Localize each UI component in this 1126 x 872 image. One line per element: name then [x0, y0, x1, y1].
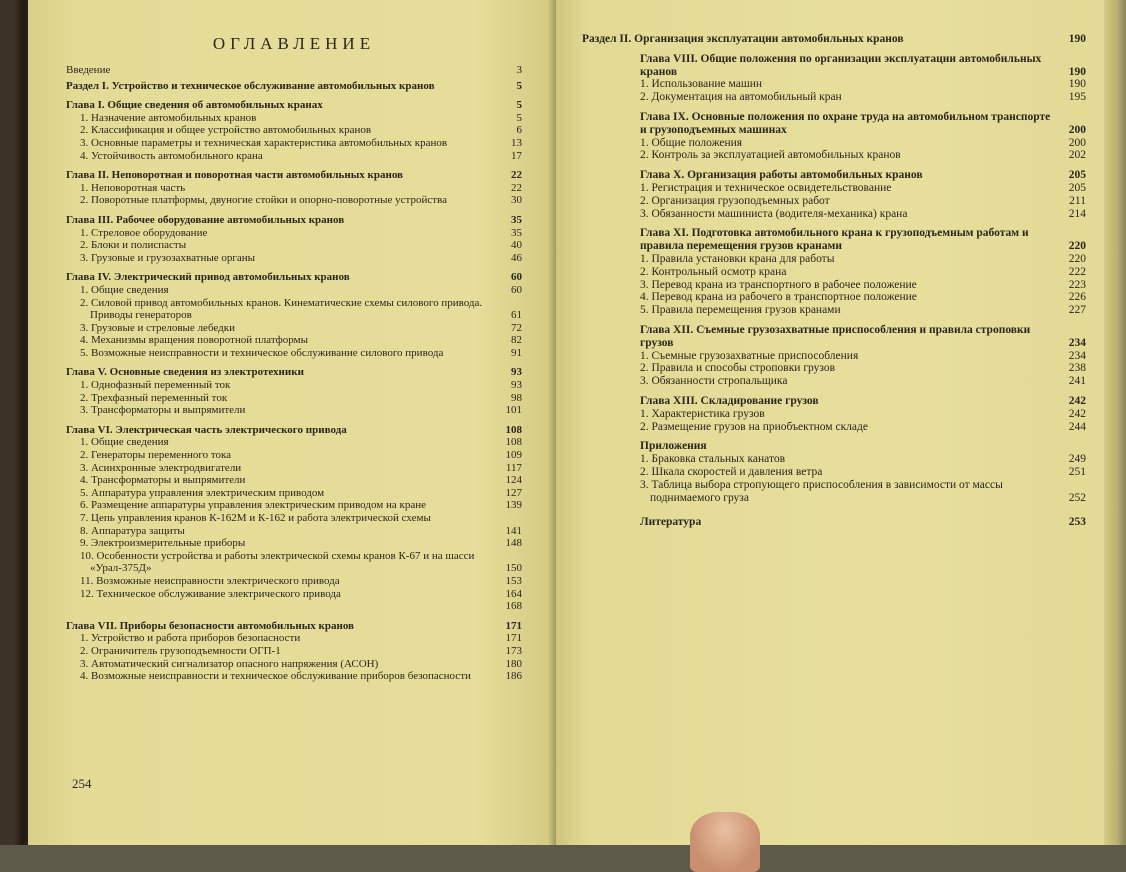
toc-item [582, 350, 1086, 363]
toc-page-number: 5 [516, 99, 522, 112]
toc-entry-text: 7. Цепь управления кранов К-162М и К-162 и работа электрической схемы [80, 512, 431, 524]
toc-page-number: 93 [511, 366, 522, 379]
toc-item [66, 297, 522, 322]
toc-item [66, 227, 522, 240]
toc-page-number: 108 [505, 436, 522, 449]
toc-chapter [582, 324, 1086, 350]
toc-entry-text: 2. Документация на автомобильный кран [640, 91, 842, 104]
toc-chapter [66, 99, 522, 112]
toc-entry-text: 1. Назначение автомобильных кранов [80, 111, 257, 124]
page-edge [1104, 0, 1126, 845]
toc-entry-text: 3. Грузовые и грузозахватные органы [80, 251, 256, 264]
toc-entry-text: 2. Ограничитель грузоподъемности ОГП-1 [80, 644, 281, 657]
toc-section [582, 33, 1086, 46]
toc-entry-text: 5. Правила перемещения грузов кранами [640, 304, 841, 317]
toc-page-number: 13 [511, 136, 522, 149]
toc-page-number: 22 [511, 181, 522, 194]
toc-item [66, 322, 522, 335]
toc-item [66, 284, 522, 297]
toc-entry-text: 2. Блоки и полиспасты [80, 239, 187, 252]
thumb [690, 812, 760, 872]
toc-entry-text: Глава V. Основные сведения из электротехники [66, 366, 304, 379]
toc-item [582, 466, 1086, 479]
toc-entry-text: Глава VIII. Общие положения по организации эксплуатации автомобильных кранов [640, 52, 1042, 78]
toc-entry-text: Глава VII. Приборы безопасности автомобильных кранов [66, 619, 354, 632]
toc-page-number: 82 [511, 334, 522, 347]
toc-entry-text: 2. Поворотные платформы, двуногие стойки и опорно-поворотные устройства [80, 194, 447, 207]
toc-entry-text: Раздел II. Организация эксплуатации автомобильных кранов [582, 33, 904, 45]
toc-entry-text: 3. Основные параметры и техническая характеристика автомобильных кранов [80, 136, 448, 149]
toc-entry-text: 4. Перевод крана из рабочего в транспортное положение [640, 291, 917, 304]
toc-page-number: 6 [516, 124, 522, 137]
toc-entry-text: 1. Браковка стальных канатов [640, 453, 786, 466]
toc-item [582, 266, 1086, 279]
toc-chapter [582, 111, 1086, 137]
toc-page-number: 171 [505, 619, 522, 632]
toc-item [66, 462, 522, 475]
toc-item [66, 658, 522, 671]
toc-entry-text: 2. Генераторы переменного тока [80, 449, 232, 462]
toc-item [66, 588, 522, 601]
toc-page-number: 91 [511, 346, 522, 359]
toc-item [66, 537, 522, 550]
toc-entry-text: Глава IV. Электрический привод автомобильных кранов [66, 271, 350, 284]
toc-item [66, 137, 522, 150]
toc-page-number: 238 [1068, 362, 1086, 375]
toc-entry-text: 3. Обязанности стропальщика [640, 375, 788, 388]
toc-chapter [582, 227, 1086, 253]
toc-page-number: 72 [511, 321, 522, 334]
toc-entry-text: 2. Контроль за эксплуатацией автомобильных кранов [640, 149, 901, 162]
toc-item [66, 334, 522, 347]
toc-page-number: 40 [511, 239, 522, 252]
toc-page-number: 117 [505, 461, 522, 474]
toc-chapter [66, 169, 522, 182]
toc-entry-text: Введение [66, 64, 111, 76]
toc-chapter [66, 424, 522, 437]
toc-page-number: 5 [516, 79, 522, 92]
toc-entry-text: 1. Съемные грузозахватные приспособления [640, 349, 859, 362]
toc-item [66, 487, 522, 500]
toc-item [66, 449, 522, 462]
toc-entry-text: 1. Устройство и работа приборов безопасности [80, 632, 301, 645]
toc-item [582, 253, 1086, 266]
toc-item [582, 408, 1086, 421]
toc-item [582, 78, 1086, 91]
toc-page-number: 148 [505, 537, 522, 550]
toc-entry-text: Глава VI. Электрическая часть электрического привода [66, 423, 347, 436]
toc-item [66, 632, 522, 645]
right-toc [582, 33, 1086, 529]
toc-page-number: 234 [1068, 349, 1086, 362]
toc-entry-text: 8. Аппаратура защиты [80, 524, 185, 537]
toc-page-number: 46 [511, 251, 522, 264]
toc-item [582, 182, 1086, 195]
toc-entry-text: Литература [640, 516, 702, 529]
toc-entry-text: 1. Общие сведения [80, 436, 169, 449]
toc-page-number: 190 [1068, 65, 1086, 78]
toc-chapter [66, 366, 522, 379]
toc-section [66, 80, 522, 93]
toc-page-number: 186 [505, 670, 522, 683]
toc-item [66, 392, 522, 405]
toc-item [66, 194, 522, 207]
toc-page-number: 253 [1068, 516, 1086, 529]
toc-entry-text: 3. Асинхронные электродвигатели [80, 461, 242, 474]
toc-item [66, 347, 522, 360]
toc-item [66, 600, 522, 613]
toc-page-number: 234 [1068, 336, 1086, 349]
toc-page-number: 195 [1068, 91, 1086, 104]
toc-entry-text: 5. Возможные неисправности и техническое обслуживание силового привода [80, 346, 444, 359]
toc-entry-text: 5. Аппаратура управления электрическим приводом [80, 486, 325, 499]
toc-title: ОГЛАВЛЕНИЕ [212, 34, 376, 53]
toc-item [66, 512, 522, 525]
toc-page-number: 5 [516, 111, 522, 124]
toc-item [66, 575, 522, 588]
toc-page-number: 101 [505, 404, 522, 417]
toc-entry-text: Глава XIII. Складирование грузов [640, 394, 819, 407]
toc-page-number: 241 [1068, 375, 1086, 388]
toc-entry-text: 2. Размещение грузов на приобъектном складе [640, 420, 868, 433]
right-page [556, 0, 1116, 845]
toc-page-number: 60 [511, 283, 522, 296]
toc-page-number: 168 [505, 600, 522, 613]
toc-chapter [582, 395, 1086, 408]
toc-entry-text: 3. Перевод крана из транспортного в рабочее положение [640, 278, 917, 291]
toc-item [582, 375, 1086, 388]
toc-page-number: 98 [511, 391, 522, 404]
toc-entry-text: 11. Возможные неисправности электрического привода [80, 574, 340, 587]
toc-page-number: 249 [1068, 453, 1086, 466]
toc-page-number: 200 [1068, 123, 1086, 136]
toc-page-number: 244 [1068, 420, 1086, 433]
left-page [28, 0, 556, 845]
toc-entry-text: 1. Стреловое оборудование [80, 226, 208, 239]
toc-page-number: 127 [505, 486, 522, 499]
toc-entry-text: Приложения [640, 440, 707, 453]
toc-entry-text: 1. Общие сведения [80, 283, 169, 296]
toc-item [66, 550, 522, 575]
toc-item [66, 436, 522, 449]
toc-item [66, 239, 522, 252]
toc-page-number: 109 [505, 449, 522, 462]
toc-page-number: 35 [511, 213, 522, 226]
toc-entry-text: 10. Особенности устройства и работы электрической схемы кранов К-67 и на шасси «Урал-375Д» [80, 549, 475, 575]
toc-page-number: 251 [1068, 465, 1086, 478]
toc-entry-text: Глава X. Организация работы автомобильных кранов [640, 169, 923, 182]
toc-entry-text: 3. Грузовые и стреловые лебедки [80, 321, 235, 334]
toc-page-number: 227 [1068, 304, 1086, 317]
toc-page-number: 164 [505, 587, 522, 600]
toc-page-number: 190 [1068, 33, 1086, 45]
toc-entry-text: 2. Шкала скоростей и давления ветра [640, 465, 823, 478]
toc-page-number: 93 [511, 379, 522, 392]
toc-page-number: 242 [1068, 394, 1086, 407]
toc-item [582, 291, 1086, 304]
toc-item [66, 379, 522, 392]
toc-item [66, 404, 522, 417]
toc-entry-text: Раздел I. Устройство и техническое обслуживание автомобильных кранов [66, 79, 435, 92]
toc-entry-text: 2. Контрольный осмотр крана [640, 265, 787, 278]
toc-page-number: 139 [505, 499, 522, 512]
toc-chapter [66, 214, 522, 227]
toc-page-number: 190 [1068, 78, 1086, 91]
toc-entry-text: Глава I. Общие сведения об автомобильных кранах [66, 99, 323, 112]
toc-chapter [582, 53, 1086, 79]
toc-page-number: 223 [1068, 278, 1086, 291]
toc-item [66, 182, 522, 195]
toc-item [582, 149, 1086, 162]
toc-chapter [66, 271, 522, 284]
toc-item [66, 474, 522, 487]
toc-page-number: 17 [511, 149, 522, 162]
toc-item [582, 195, 1086, 208]
toc-entry-text: 2. Организация грузоподъемных работ [640, 194, 830, 207]
toc-entry-text: 9. Электроизмерительные приборы [80, 537, 246, 550]
toc-entry-text: 1. Однофазный переменный ток [80, 379, 231, 392]
toc-entry-text: Глава XI. Подготовка автомобильного крана к грузоподъемным работам и правила перемещения грузов кранами [640, 227, 1029, 253]
toc-item [582, 304, 1086, 317]
toc-item [66, 112, 522, 125]
toc-entry-text: Глава III. Рабочее оборудование автомобильных кранов [66, 213, 345, 226]
toc-lit [582, 516, 1086, 529]
toc-entry-text: 1. Неповоротная часть [80, 181, 186, 194]
toc-chapter [66, 620, 522, 633]
toc-entry-text: 2. Правила и способы строповки грузов [640, 362, 836, 375]
toc-entry-text: 1. Использование машин [640, 78, 763, 91]
toc-entry-text: 1. Общие положения [640, 136, 743, 149]
toc-entry-text: 6. Размещение аппаратуры управления электрическим приводом на кране [80, 499, 426, 512]
toc-item [66, 124, 522, 137]
toc-page-number: 180 [505, 657, 522, 670]
toc-entry-text: 12. Техническое обслуживание электрического привода [80, 587, 341, 600]
toc-item [582, 91, 1086, 104]
toc-page-number: 205 [1068, 181, 1086, 194]
toc-page-number: 222 [1068, 265, 1086, 278]
toc-item [582, 362, 1086, 375]
toc-page-number: 35 [511, 226, 522, 239]
toc-item [582, 137, 1086, 150]
toc-entry-text: 4. Трансформаторы и выпрямители [80, 474, 246, 487]
toc-item [66, 525, 522, 538]
toc-entry-text: 3. Обязанности машиниста (водителя-механика) крана [640, 207, 908, 220]
toc-entry-text: 2. Классификация и общее устройство автомобильных кранов [80, 124, 372, 137]
toc-page-number: 124 [505, 474, 522, 487]
toc-entry-text: Глава II. Неповоротная и поворотная части автомобильных кранов [66, 169, 403, 182]
toc-page-number: 211 [1069, 194, 1086, 207]
toc-item [582, 208, 1086, 221]
toc-page-number: 200 [1068, 136, 1086, 149]
toc-page-number: 220 [1068, 252, 1086, 265]
toc-page-number: 150 [505, 562, 522, 575]
toc-page-number: 242 [1068, 407, 1086, 420]
toc-chapter [582, 169, 1086, 182]
toc-page-number: 171 [505, 632, 522, 645]
toc-entry-text: 3. Таблица выбора стропующего приспособления в зависимости от массы поднимаемого груза [640, 478, 1003, 504]
toc-page-number: 3 [516, 64, 522, 76]
toc-entry-text: 1. Правила установки крана для работы [640, 252, 835, 265]
toc-item [582, 421, 1086, 434]
toc-page-number: 220 [1068, 240, 1086, 253]
toc-entry-text: 2. Трехфазный переменный ток [80, 391, 228, 404]
page-number: 254 [72, 776, 92, 791]
toc-item [582, 479, 1086, 505]
toc-item [66, 499, 522, 512]
toc-intro [66, 64, 522, 77]
toc-entry-text: 3. Автоматический сигнализатор опасного напряжения (АСОН) [80, 657, 379, 670]
toc-entry-text: 4. Возможные неисправности и техническое обслуживание приборов безопасности [80, 670, 471, 683]
toc-item [582, 453, 1086, 466]
toc-page-number: 108 [505, 423, 522, 436]
toc-page-number: 61 [511, 309, 522, 322]
toc-entry-text: 4. Устойчивость автомобильного крана [80, 149, 263, 162]
toc-item [66, 645, 522, 658]
toc-page-number: 226 [1068, 291, 1086, 304]
toc-page-number: 141 [505, 524, 522, 537]
toc-entry-text: 2. Силовой привод автомобильных кранов. Кинематические схемы силового привода. Приводы генераторов [80, 296, 483, 322]
toc-page-number: 202 [1068, 149, 1086, 162]
toc-page-number: 30 [511, 194, 522, 207]
toc-page-number: 60 [511, 271, 522, 284]
toc-entry-text: 1. Характеристика грузов [640, 407, 765, 420]
toc-page-number: 214 [1068, 207, 1086, 220]
toc-entry-text: 1. Регистрация и техническое освидетельствование [640, 181, 892, 194]
toc-page-number: 173 [505, 644, 522, 657]
toc-page-number: 22 [511, 169, 522, 182]
toc-item [66, 252, 522, 265]
toc-item [66, 150, 522, 163]
toc-entry-text: Глава XII. Съемные грузозахватные приспособления и правила строповки грузов [640, 323, 1031, 349]
toc-page-number: 205 [1068, 169, 1086, 182]
toc-entry-text: Глава IX. Основные положения по охране труда на автомобильном транспорте и грузоподъемных машинах [640, 110, 1051, 136]
toc-page-number: 153 [505, 574, 522, 587]
toc-chapter [582, 440, 1086, 453]
toc-entry-text: 4. Механизмы вращения поворотной платформы [80, 334, 308, 347]
toc-item [66, 670, 522, 683]
toc-entry-text: 3. Трансформаторы и выпрямители [80, 404, 246, 417]
toc-page-number: 252 [1068, 491, 1086, 504]
left-toc [66, 64, 522, 683]
toc-item [582, 279, 1086, 292]
